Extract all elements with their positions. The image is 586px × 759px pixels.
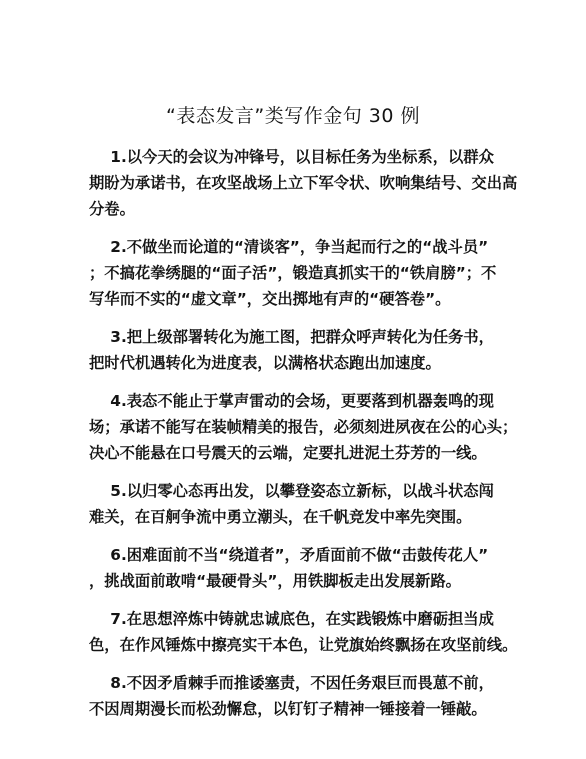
paragraph-line: ；不搞花拳绣腿的“面子活”，锻造真抓实干的“铁肩膀”；不 (89, 264, 497, 282)
paragraph-8 (89, 670, 501, 722)
paragraph-line: 1.以今天的会议为冲锋号，以目标任务为坐标系，以群众 (89, 148, 494, 166)
paragraph-line: 分卷。 (89, 200, 135, 218)
paragraph-line: 6.困难面前不当“绕道者”，矛盾面前不做“击鼓传花人” (89, 546, 489, 564)
paragraph-line: ，挑战面前敢啃“最硬骨头”，用铁脚板走出发展新路。 (89, 572, 461, 590)
paragraph-line: 3.把上级部署转化为施工图，把群众呼声转化为任务书， (89, 328, 494, 346)
paragraph-line: 7.在思想淬炼中铸就忠诚底色，在实践锻炼中磨砺担当成 (89, 610, 494, 628)
paragraph-4 (89, 388, 518, 466)
paragraph-line: 5.以归零心态再出发，以攀登姿态立新标，以战斗状态闯 (89, 482, 494, 500)
paragraph-2 (89, 234, 501, 312)
paragraph-line: 写华而不实的“虚文章”，交出掷地有声的“硬答卷”。 (89, 290, 451, 308)
paragraph-line: 把时代机遇转化为进度表，以满格状态跑出加速度。 (89, 354, 441, 372)
paragraph-line: 场；承诺不能写在装帧精美的报告，必须刻进夙夜在公的心头； (89, 418, 518, 436)
paragraph-6 (89, 542, 501, 594)
paragraph-5 (89, 478, 501, 530)
paragraph-line: 色，在作风锤炼中擦亮实干本色，让党旗始终飘扬在攻坚前线。 (89, 636, 518, 654)
paragraph-1 (89, 144, 518, 222)
paragraph-line: 2.不做坐而论道的“清谈客”，争当起而行之的“战斗员” (89, 238, 489, 256)
paragraph-list (89, 144, 518, 734)
paragraph-line: 决心不能悬在口号震天的云端，定要扎进泥土芬芳的一线。 (89, 444, 487, 462)
paragraph-line: 难关，在百舸争流中勇立潮头，在千帆竞发中率先突围。 (89, 508, 472, 526)
paragraph-line: 8.不因矛盾棘手而推诿塞责，不因任务艰巨而畏葸不前， (89, 674, 494, 692)
paragraph-line: 期盼为承诺书，在攻坚战场上立下军令状、吹响集结号、交出高 (89, 174, 518, 192)
paragraph-line: 不因周期漫长而松劲懈怠，以钉钉子精神一锤接着一锤敲。 (89, 700, 487, 718)
paragraph-7 (89, 606, 518, 658)
paragraph-3 (89, 324, 501, 376)
document-title: “表态发言”类写作金句 30 例 (166, 105, 420, 127)
paragraph-line: 4.表态不能止于掌声雷动的会场，更要落到机器轰鸣的现 (89, 392, 494, 410)
